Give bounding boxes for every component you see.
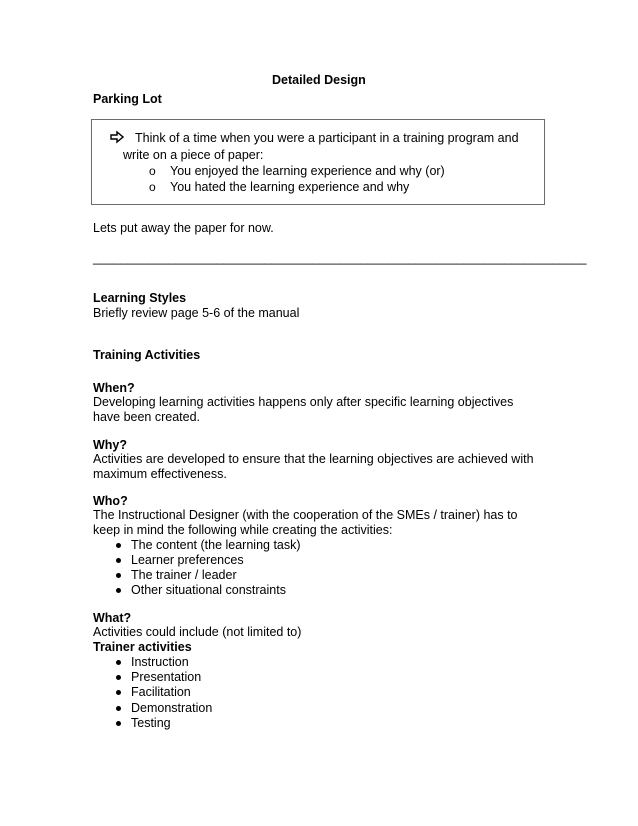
put-away-text: Lets put away the paper for now.: [93, 221, 274, 235]
document-title: Detailed Design: [272, 73, 366, 87]
who-heading: Who?: [93, 494, 128, 508]
why-text-line-1: Activities are developed to ensure that the learning objectives are achieved with: [93, 452, 534, 466]
trainer-bullet-facilitation: Facilitation: [131, 685, 191, 699]
who-bullet-situational-constraints: Other situational constraints: [131, 583, 286, 597]
sub-item-hated: You hated the learning experience and why: [170, 180, 410, 194]
bullet-icon: [116, 573, 121, 578]
who-bullet-trainer-leader: The trainer / leader: [131, 568, 237, 582]
bullet-icon: [116, 675, 121, 680]
bullet-icon: [116, 588, 121, 593]
trainer-bullet-demonstration: Demonstration: [131, 701, 213, 715]
sub-bullet-marker: o: [149, 180, 156, 194]
trainer-bullet-instruction: Instruction: [131, 655, 189, 669]
training-activities-heading: Training Activities: [93, 348, 201, 362]
when-text-line-2: have been created.: [93, 410, 201, 424]
activity-box: [91, 119, 545, 205]
sub-bullet-marker: o: [149, 164, 156, 178]
trainer-activities-heading: Trainer activities: [93, 640, 192, 654]
when-text-line-1: Developing learning activities happens only after specific learning objectives: [93, 395, 514, 409]
bullet-icon: [116, 558, 121, 563]
who-bullet-content: The content (the learning task): [131, 538, 301, 552]
who-text-line-1: The Instructional Designer (with the cooperation of the SMEs / trainer) has to: [93, 508, 518, 522]
bullet-icon: [116, 690, 121, 695]
when-heading: When?: [93, 381, 135, 395]
activity-instruction-line-2: write on a piece of paper:: [123, 148, 264, 162]
bullet-icon: [116, 660, 121, 665]
what-text-line: Activities could include (not limited to): [93, 625, 302, 639]
activity-instruction-line-1: Think of a time when you were a participant in a training program and: [135, 131, 519, 145]
bullet-icon: [116, 721, 121, 726]
right-arrow-icon: [110, 130, 124, 144]
who-bullet-learner-preferences: Learner preferences: [131, 553, 244, 567]
why-heading: Why?: [93, 438, 128, 452]
bullet-icon: [116, 543, 121, 548]
section-heading-parking-lot: Parking Lot: [93, 92, 162, 106]
why-text-line-2: maximum effectiveness.: [93, 467, 227, 481]
sub-item-enjoyed: You enjoyed the learning experience and why (or): [170, 164, 445, 178]
who-text-line-2: keep in mind the following while creating the activities:: [93, 523, 393, 537]
bullet-icon: [116, 706, 121, 711]
trainer-bullet-presentation: Presentation: [131, 670, 202, 684]
learning-styles-text: Briefly review page 5-6 of the manual: [93, 306, 300, 320]
learning-styles-heading: Learning Styles: [93, 291, 187, 305]
trainer-bullet-testing: Testing: [131, 716, 171, 730]
what-heading: What?: [93, 611, 132, 625]
divider-line: ________________________________________________________________________: [93, 251, 587, 265]
